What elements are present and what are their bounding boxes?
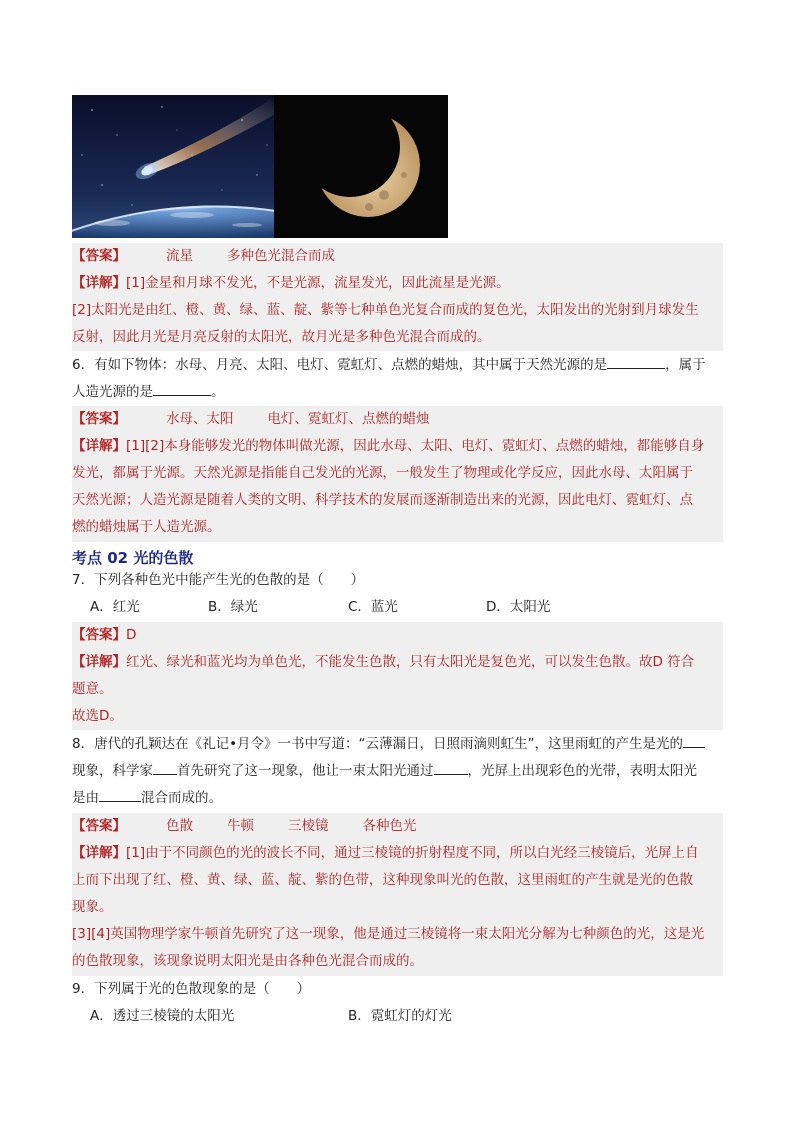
answer-value: 电灯、霓虹灯、点燃的蜡烛 [267,411,430,427]
answer-value: 色散 [166,818,193,834]
detail-text: 红光、绿光和蓝光均为单色光，不能发生色散，只有太阳光是复色光，可以发生色散。故D 符合 [126,654,695,670]
option-a: A．红光 [90,599,140,615]
detail-text: [1]金星和月球不发光，不是光源，流星发光，因此流星是光源。 [126,275,510,291]
detail-label: 【详解】 [72,275,126,291]
detail-line: 天然光源；人造光源是随着人类的文明、科学技术的发展而逐渐制造出来的光源，因此电灯、霓虹灯、点 [72,492,693,508]
question-8 [72,731,723,758]
detail-line: 题意。 [72,681,113,697]
question-7: 7．下列各种色光中能产生光的色散的是（ ） [72,572,365,588]
detail-line: 的色散现象，该现象说明太阳光是由各种色光混合而成的。 [72,953,423,969]
answer-blank [434,760,468,775]
detail-label: 【详解】 [72,438,126,454]
question-8-cont [72,758,723,785]
figure-row [72,95,448,238]
detail-text: [1][2]本身能够发光的物体叫做光源，因此水母、太阳、电灯、霓虹灯、点燃的蜡烛，都能够自身 [126,438,705,454]
answer-blank [99,787,141,802]
option-d: D．太阳光 [486,599,551,615]
question-text: 8．唐代的孔颖达在《礼记•月令》一书中写道：“云薄漏日，日照雨滴则虹生”，这里雨虹的产生是光的 [72,736,684,752]
question-text: 6．有如下物体：水母、月亮、太阳、电灯、霓虹灯、点燃的蜡烛，其中属于天然光源的是 [72,357,608,373]
option-a: A．透过三棱镜的太阳光 [90,1008,235,1024]
detail-line: 上而下出现了红、橙、黄、绿、蓝、靛、紫的色带，这种现象叫光的色散，这里雨虹的产生就是光的色散 [72,872,693,888]
answer-label: 【答案】 [72,818,126,834]
question-text: 现象，科学家 [72,763,153,779]
question-8-cont [72,785,723,812]
question-text: 是由 [72,790,99,806]
detail-label: 【详解】 [72,845,126,861]
detail-line [72,840,723,867]
question-text: 混合而成的。 [141,790,222,806]
answer-blank [153,381,211,396]
answer-value: D [126,627,137,643]
answer-label: 【答案】 [72,411,126,427]
meteor-image [72,95,274,238]
answer-value: 牛顿 [227,818,254,834]
detail-line [72,270,723,297]
detail-line [72,433,723,460]
question-text: 首先研究了这一现象，他让一束太阳光通过 [177,763,434,779]
answer-value: 流星 [166,248,193,264]
question-text: 。 [211,384,225,400]
question-text: 人造光源的是 [72,384,153,400]
detail-line: 故选D。 [72,708,123,724]
question-text: ，光屏上出现彩色的光带，表明太阳光 [467,763,697,779]
option-b: B．绿光 [208,599,258,615]
moon-image [274,95,448,238]
detail-line: [3][4]英国物理学家牛顿首先研究了这一现象，他是通过三棱镜将一束太阳光分解为七种颜色的光，这是光 [72,926,705,942]
answer-line-q5 [72,243,723,270]
answer-value: 各种色光 [362,818,417,834]
detail-line: [2]太阳光是由红、橙、黄、绿、蓝、靛、紫等七种单色光复合而成的复色光，太阳发出的光射到月球发生 [72,302,699,318]
detail-line: 现象。 [72,899,113,915]
answer-value: 多种色光混合而成 [227,248,335,264]
question-6 [72,352,723,379]
answer-line-q7 [72,622,723,649]
answer-value: 三棱镜 [288,818,329,834]
option-b: B．霓虹灯的灯光 [348,1008,452,1024]
question-text: ，属于 [665,357,706,373]
detail-line: 反射，因此月光是月亮反射的太阳光，故月光是多种色光混合而成的。 [72,329,491,345]
answer-label: 【答案】 [72,248,126,264]
detail-line: 燃的蜡烛属于人造光源。 [72,519,221,535]
answer-blank [607,354,665,369]
detail-line [72,649,723,676]
answer-value: 水母、太阳 [166,411,234,427]
detail-line: 发光，都属于光源。天然光源是指能自己发光的光源，一般发生了物理或化学反应，因此水母、太阳属于 [72,465,693,481]
answer-line-q8 [72,813,723,840]
question-9: 9．下列属于光的色散现象的是（ ） [72,981,311,997]
option-c: C．蓝光 [348,599,398,615]
detail-text: [1]由于不同颜色的光的波长不同，通过三棱镜的折射程度不同，所以白光经三棱镜后，光屏上自 [126,845,699,861]
detail-label: 【详解】 [72,654,126,670]
question-6-cont [72,379,723,406]
answer-blank [153,760,177,775]
answer-label: 【答案】 [72,627,126,643]
answer-line-q6 [72,406,723,433]
section-heading: 考点 02 光的色散 [72,549,194,567]
answer-blank [683,733,705,748]
